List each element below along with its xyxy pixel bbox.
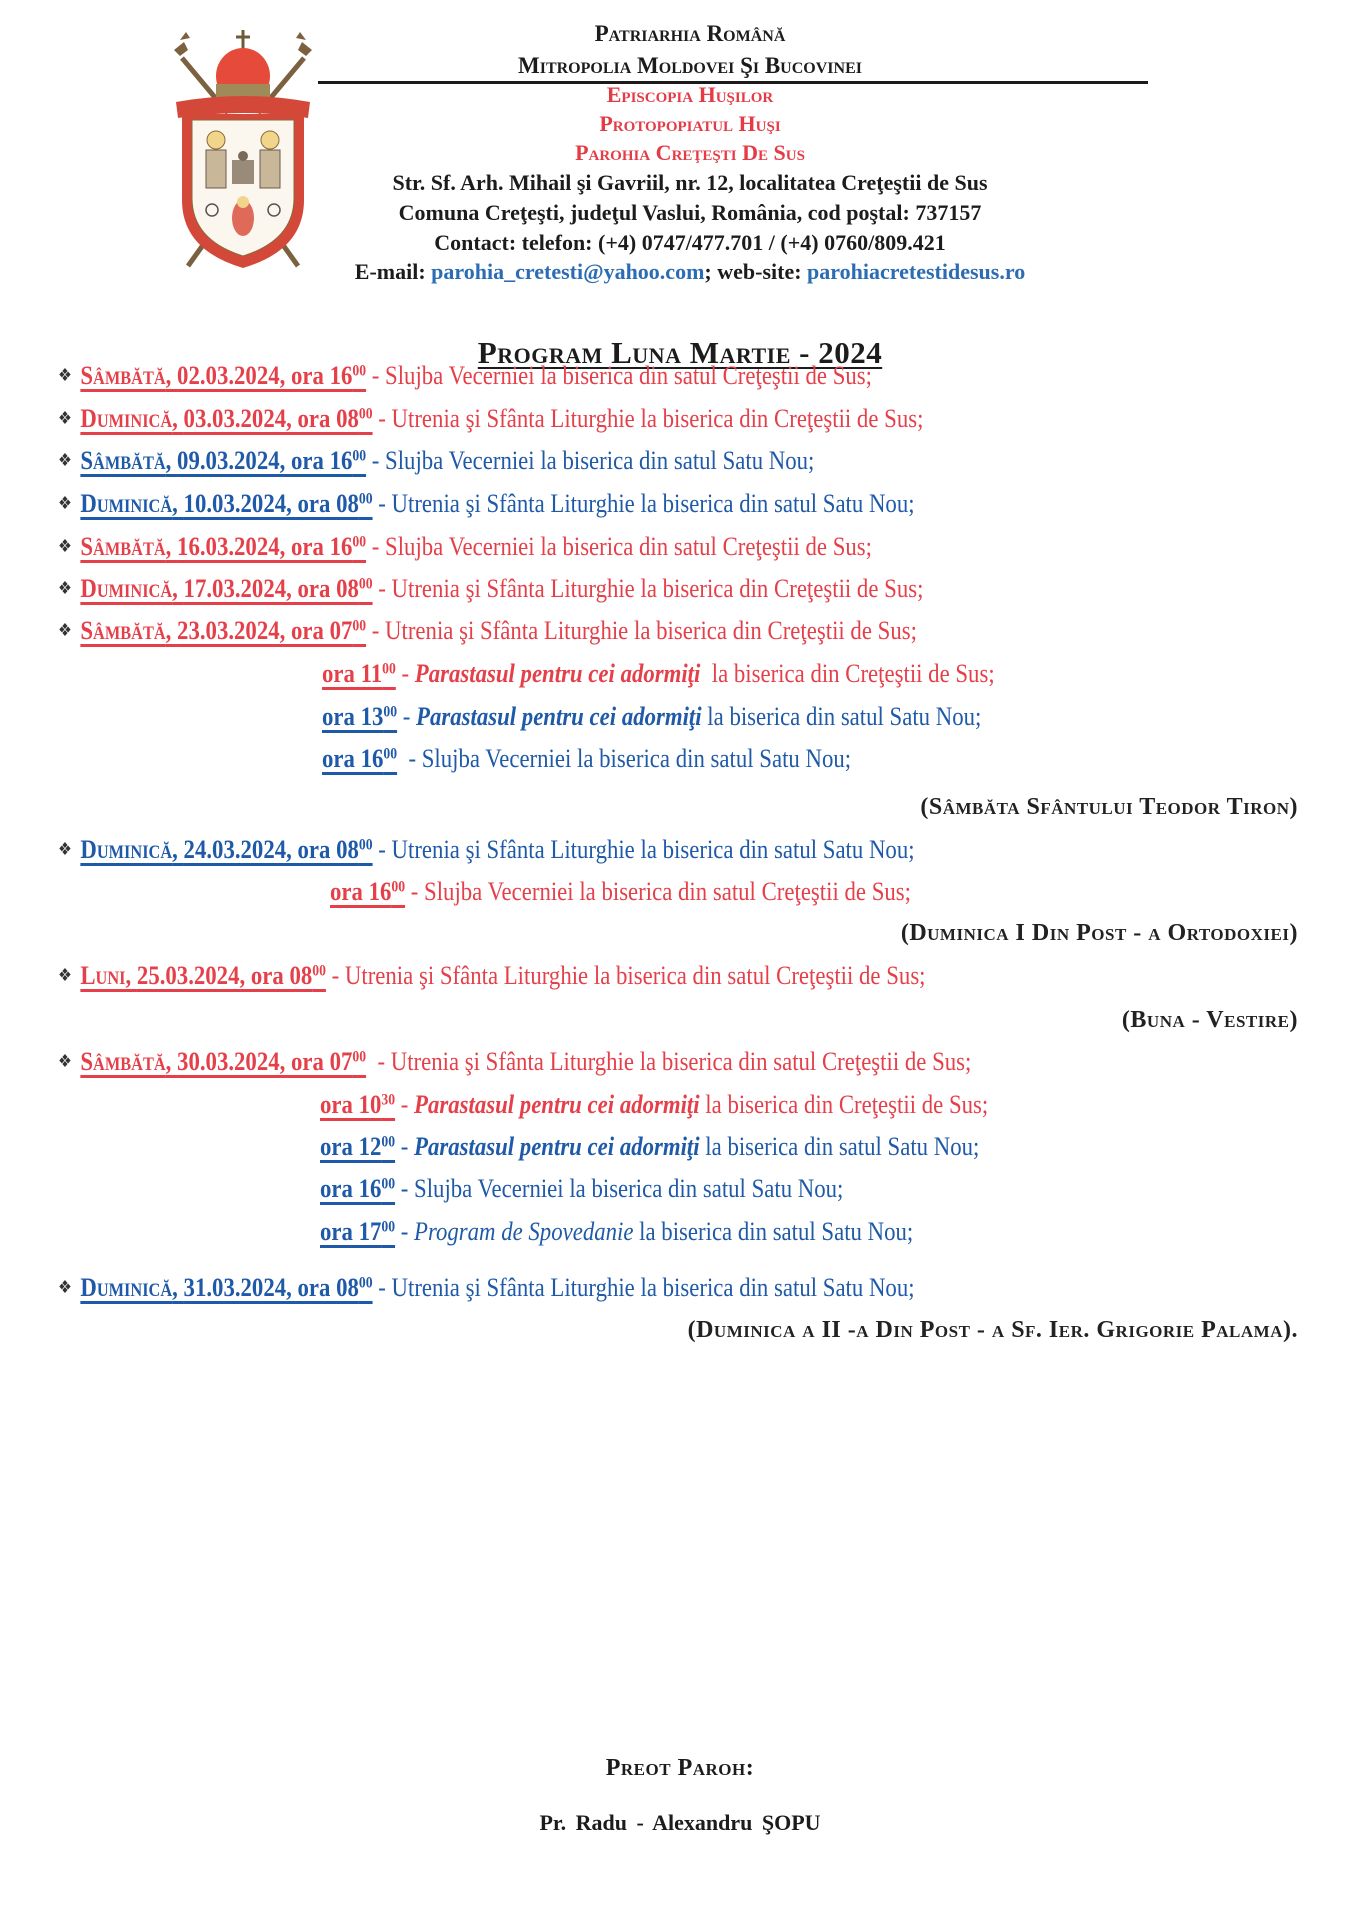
schedule-entry — [58, 533, 872, 560]
sub-entry-minutes: 00 — [391, 878, 406, 896]
entry-datetime: 10.03.2024, ora 08 — [183, 488, 359, 518]
schedule-entry — [58, 405, 923, 432]
schedule-sub-entry — [320, 1091, 988, 1118]
schedule-sub-entry — [322, 703, 981, 730]
entry-day: Duminică — [80, 488, 173, 518]
entry-minutes: 00 — [358, 575, 373, 593]
entry-day: Sâmbătă — [80, 531, 166, 561]
header-deanery: Protopopiatul Huşi — [599, 111, 781, 136]
schedule-entry — [58, 1048, 971, 1075]
bullet-icon: ❖ — [58, 1051, 72, 1071]
header-address: Str. Sf. Arh. Mihail şi Gavriil, nr. 12, localitatea Creţeştii de Sus — [392, 170, 988, 195]
schedule-entry — [58, 617, 917, 644]
sub-entry-description: Slujba Vecerniei la biserica din satul Satu Nou; — [421, 743, 852, 773]
entry-date: Sâmbătă, 23.03.2024, ora $07^{00}$ — [80, 615, 367, 645]
entry-datetime: 03.03.2024, ora 08 — [183, 403, 359, 433]
header-eparchy: Episcopia Huşilor — [606, 82, 774, 107]
entry-minutes: 00 — [358, 1274, 373, 1292]
bullet-icon: ❖ — [58, 839, 72, 859]
entry-datetime: 09.03.2024, ora 16 — [177, 445, 353, 475]
bullet-icon: ❖ — [58, 365, 72, 385]
sub-entry-minutes: 00 — [381, 1133, 396, 1151]
entry-description: - Slujba Vecerniei la biserica din satul Satu Nou; — [366, 445, 815, 475]
schedule-sub-entry — [322, 660, 995, 687]
schedule-sub-entry — [330, 878, 911, 905]
sub-entry-dash: - — [395, 658, 415, 688]
header-patriarchate: Patriarhia Română — [594, 21, 786, 46]
entry-datetime: 17.03.2024, ora 08 — [183, 573, 359, 603]
sub-entry-dash: - — [395, 1173, 415, 1203]
schedule-sub-entry — [320, 1133, 979, 1160]
entry-description: - Utrenia şi Sfânta Liturghie la biserica din satul Creţeştii de Sus; — [366, 1046, 972, 1076]
sub-entry-time — [320, 1173, 395, 1203]
entry-description: - Slujba Vecerniei la biserica din satul Creţeştii de Sus; — [366, 531, 872, 561]
sub-entry-hour: ora 13 — [322, 701, 384, 731]
header-parish: Parohia Creţeşti De Sus — [575, 140, 805, 165]
sub-entry-description: la biserica din Creţeştii de Sus; — [700, 658, 995, 688]
signature-title: Preot Paroh: — [605, 1755, 755, 1781]
sub-entry-time — [320, 1131, 395, 1161]
schedule-entry — [58, 447, 814, 474]
entry-description: - Utrenia şi Sfânta Liturghie la biserica din Creţeştii de Sus; — [372, 573, 924, 603]
schedule-sub-entry — [322, 745, 851, 772]
entry-description: - Utrenia şi Sfânta Liturghie la biserica din satul Satu Nou; — [372, 1272, 915, 1302]
entry-description: - Utrenia şi Sfânta Liturghie la biserica din Creţeştii de Sus; — [372, 403, 924, 433]
bullet-icon: ❖ — [58, 965, 72, 985]
schedule-entry — [58, 836, 915, 863]
entry-minutes: 00 — [358, 836, 373, 854]
sub-entry-time — [330, 876, 405, 906]
entry-minutes: 00 — [352, 447, 367, 465]
header-email-web — [290, 261, 1090, 283]
sub-entry-time — [320, 1216, 395, 1246]
sub-entry-hour: ora 12 — [320, 1131, 382, 1161]
entry-date: Duminică, 10.03.2024, ora $08^{00}$ — [80, 488, 373, 518]
signature-name: Pr. Radu - Alexandru ŞOPU — [539, 1810, 821, 1835]
entry-day: Duminică — [80, 403, 173, 433]
entry-date: Duminică, 03.03.2024, ora $08^{00}$ — [80, 403, 373, 433]
entry-description: - Utrenia şi Sfânta Liturghie la biserica din satul Satu Nou; — [372, 488, 915, 518]
separator: ; — [704, 259, 718, 284]
entry-date: Sâmbătă, 30.03.2024, ora $07^{00}$ — [80, 1046, 367, 1076]
schedule-entry — [58, 1274, 915, 1301]
entry-date: Luni, 25.03.2024, ora $08^{00}$ — [80, 960, 326, 990]
website-link[interactable]: parohiacretestidesus.ro — [807, 259, 1026, 284]
sub-entry-hour: ora 16 — [320, 1173, 382, 1203]
sub-entry-description: la biserica din satul Satu Nou; — [701, 701, 982, 731]
entry-description: - Utrenia şi Sfânta Liturghie la biserica din Creţeştii de Sus; — [366, 615, 917, 645]
bullet-icon: ❖ — [58, 620, 72, 640]
feast-note: (Buna - Vestire) — [1121, 1007, 1298, 1033]
entry-day: Sâmbătă — [80, 445, 166, 475]
page-title-text: Program Luna Martie - 2024 — [477, 335, 883, 370]
sub-entry-description: Slujba Vecerniei la biserica din satul Satu Nou; — [414, 1173, 844, 1203]
sub-entry-dash: - — [395, 1216, 415, 1246]
sub-entry-minutes: 00 — [381, 1175, 396, 1193]
entry-datetime: 25.03.2024, ora 08 — [136, 960, 313, 990]
sub-entry-service: Parastasul pentru cei adormiţi — [414, 1089, 700, 1119]
schedule-entry — [58, 490, 915, 517]
feast-note: (Duminica a II -a Din Post - a Sf. Ier. Grigorie Palama). — [687, 1317, 1298, 1343]
sub-entry-dash: - — [395, 1089, 415, 1119]
entry-minutes: 00 — [358, 405, 373, 423]
sub-entry-time — [322, 701, 397, 731]
entry-datetime: 24.03.2024, ora 08 — [183, 834, 359, 864]
entry-date: Duminică, 31.03.2024, ora $08^{00}$ — [80, 1272, 373, 1302]
entry-datetime: 16.03.2024, ora 16 — [177, 531, 353, 561]
sub-entry-minutes: 30 — [381, 1091, 396, 1109]
entry-day: Sâmbătă — [80, 615, 166, 645]
feast-note: (Sâmbăta Sfântului Teodor Tiron) — [920, 794, 1298, 820]
sub-entry-dash: - — [395, 1131, 415, 1161]
entry-minutes: 00 — [358, 490, 373, 508]
bullet-icon: ❖ — [58, 450, 72, 470]
entry-description: - Slujba Vecerniei la biserica din satul Creţeştii de Sus; — [366, 360, 872, 390]
entry-datetime: 23.03.2024, ora 07 — [177, 615, 353, 645]
bullet-icon: ❖ — [58, 493, 72, 513]
entry-description: - Utrenia şi Sfânta Liturghie la biserica din satul Satu Nou; — [372, 834, 915, 864]
sub-entry-time — [322, 743, 397, 773]
entry-minutes: 00 — [312, 962, 326, 980]
entry-minutes: 00 — [352, 617, 367, 635]
schedule-sub-entry — [320, 1175, 843, 1202]
entry-minutes: 00 — [352, 533, 367, 551]
email-link[interactable]: parohia_cretesti@yahoo.com — [431, 259, 705, 284]
sub-entry-hour: ora 16 — [330, 876, 392, 906]
sub-entry-minutes: 00 — [383, 745, 398, 763]
entry-day: Sâmbătă — [80, 1046, 166, 1076]
entry-minutes: 00 — [352, 362, 367, 380]
sub-entry-description: Slujba Vecerniei la biserica din satul Creţeştii de Sus; — [424, 876, 911, 906]
sub-entry-hour: ora 17 — [320, 1216, 382, 1246]
bullet-icon: ❖ — [58, 1277, 72, 1297]
sub-entry-service: Parastasul pentru cei adormiţi — [414, 658, 701, 688]
sub-entry-service: Parastasul pentru cei adormiţi — [414, 1131, 700, 1161]
entry-datetime: 30.03.2024, ora 07 — [177, 1046, 353, 1076]
entry-minutes: 00 — [352, 1048, 367, 1066]
header-metropolis: Mitropolia Moldovei Şi Bucovinei — [518, 53, 862, 78]
bullet-icon: ❖ — [58, 408, 72, 428]
sub-entry-service: Parastasul pentru cei adormiţi — [416, 701, 702, 731]
sub-entry-dash: - — [397, 743, 422, 773]
sub-entry-time — [322, 658, 396, 688]
entry-day: Sâmbătă — [80, 360, 166, 390]
sub-entry-time — [320, 1089, 395, 1119]
sub-entry-minutes: 00 — [381, 1218, 396, 1236]
schedule-entry — [58, 575, 923, 602]
sub-entry-minutes: 00 — [383, 703, 398, 721]
header-commune: Comuna Creţeşti, judeţul Vaslui, România, cod poştal: 737157 — [398, 200, 982, 225]
schedule-entry — [58, 962, 926, 989]
sub-entry-dash: - — [405, 876, 425, 906]
website-label: web-site: — [717, 259, 808, 284]
entry-date: Sâmbătă, 02.03.2024, ora $16^{00}$ — [80, 360, 367, 390]
entry-date: Sâmbătă, 09.03.2024, ora $16^{00}$ — [80, 445, 367, 475]
sub-entry-dash: - — [397, 701, 417, 731]
schedule-entry — [58, 362, 872, 389]
entry-date: Duminică, 17.03.2024, ora $08^{00}$ — [80, 573, 373, 603]
entry-date: Duminică, 24.03.2024, ora $08^{00}$ — [80, 834, 373, 864]
entry-date: Sâmbătă, 16.03.2024, ora $16^{00}$ — [80, 531, 367, 561]
feast-note: (Duminica I Din Post - a Ortodoxiei) — [900, 920, 1298, 946]
header-contact: Contact: telefon: (+4) 0747/477.701 / (+4) 0760/809.421 — [434, 230, 946, 255]
sub-entry-description: la biserica din satul Satu Nou; — [633, 1216, 914, 1246]
sub-entry-service: Program de Spovedanie — [414, 1216, 634, 1246]
entry-day: Duminică — [80, 1272, 173, 1302]
bullet-icon: ❖ — [58, 578, 72, 598]
sub-entry-hour: ora 11 — [322, 658, 383, 688]
email-label: E-mail: — [354, 259, 432, 284]
sub-entry-minutes: 00 — [382, 660, 396, 678]
entry-day: Duminică — [80, 573, 173, 603]
entry-datetime: 31.03.2024, ora 08 — [183, 1272, 359, 1302]
sub-entry-description: la biserica din satul Satu Nou; — [699, 1131, 980, 1161]
entry-day: Duminică — [80, 834, 173, 864]
schedule-sub-entry — [320, 1218, 913, 1245]
bullet-icon: ❖ — [58, 536, 72, 556]
sub-entry-description: la biserica din Creţeştii de Sus; — [699, 1089, 989, 1119]
entry-datetime: 02.03.2024, ora 16 — [177, 360, 353, 390]
entry-day: Luni — [80, 960, 126, 990]
sub-entry-hour: ora 10 — [320, 1089, 382, 1119]
entry-description: - Utrenia şi Sfânta Liturghie la biserica din satul Creţeştii de Sus; — [325, 960, 926, 990]
sub-entry-hour: ora 16 — [322, 743, 384, 773]
